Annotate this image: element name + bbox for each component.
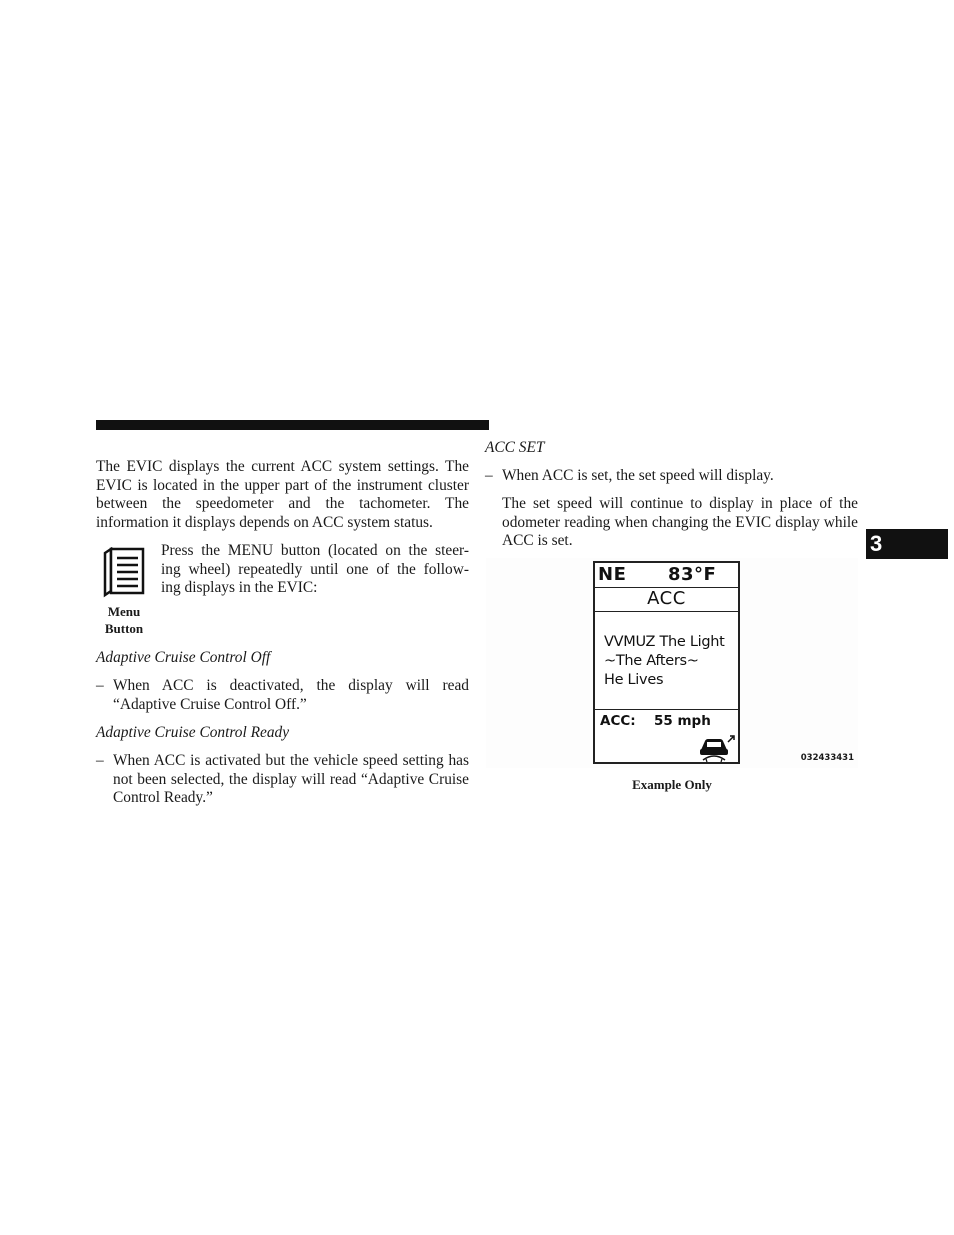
section-off-dash: – (96, 677, 104, 694)
section-ready-heading: Adaptive Cruise Control Ready (96, 724, 290, 741)
section-off-heading: Adaptive Cruise Control Off (96, 649, 271, 666)
evic-screen (593, 561, 740, 764)
menu-button-caption: Menu Button (104, 604, 144, 636)
chapter-tab: 3 (866, 529, 948, 559)
acc-speed-row (595, 709, 738, 762)
section-ready-dash: – (96, 752, 104, 769)
figure-caption: Example Only (632, 777, 712, 792)
acc-set-dash: – (485, 467, 493, 484)
acc-mode-label: ACC (647, 588, 686, 609)
acc-set-bullet: When ACC is set, the set speed will display. (502, 467, 774, 484)
vehicle-gauge-icon (697, 732, 737, 764)
acc-set-heading: ACC SET (485, 439, 545, 456)
section-ready-text: When ACC is activated but the vehicle speed setting has not been selected, the display will read “Adaptive Cruise Control Ready.” (113, 752, 469, 807)
evic-header-row (595, 563, 738, 588)
evic-display-figure (486, 558, 858, 768)
compass-direction: NE (598, 564, 627, 585)
section-off-text: When ACC is deactivated, the display will read “Adaptive Cruise Control Off.” (113, 677, 469, 713)
figure-code: 032433431 (800, 753, 854, 763)
intro-paragraph: The EVIC displays the current ACC system settings. The EVIC is located in the upper part of the instrument cluster between the speedometer and the tachometer. The information it displays depends on ACC system status. (96, 458, 469, 531)
menu-page-icon (103, 547, 147, 599)
section-rule (96, 420, 489, 430)
outside-temperature: 83°F (668, 564, 717, 585)
acc-set-paragraph: The set speed will continue to display in place of the odometer reading when changing the EVIC display while ACC is set. (502, 495, 858, 550)
menu-instruction: Press the MENU button (located on the steer- ing wheel) repeatedly until one of the follow- ing displays in the EVIC: (161, 542, 469, 597)
evic-mode-row (595, 587, 738, 612)
radio-info: VVMUZ The Light ~The Afters~ He Lives (604, 634, 725, 688)
acc-speed-label: ACC: (600, 713, 636, 729)
acc-set-speed: 55 mph (654, 713, 711, 729)
